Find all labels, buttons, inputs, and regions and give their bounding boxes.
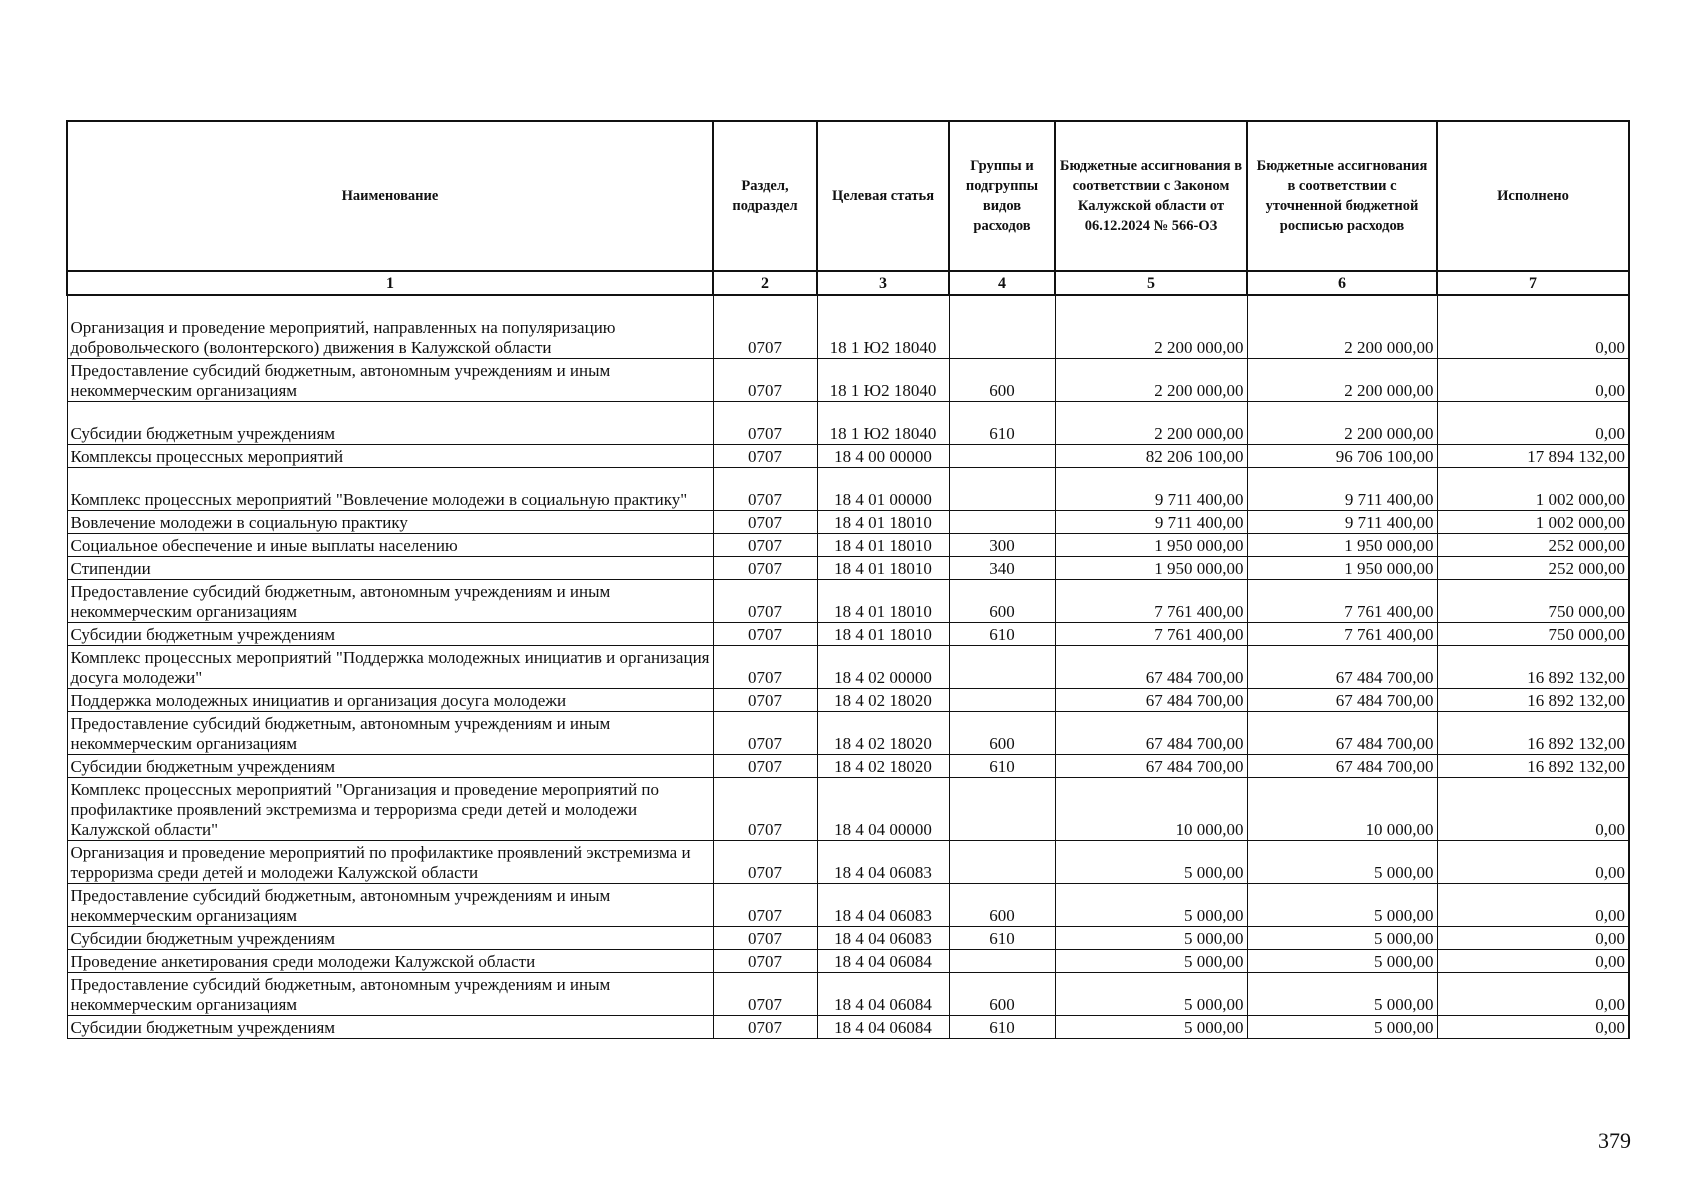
row-refined-allocation: 5 000,00 bbox=[1247, 950, 1437, 973]
row-law-allocation: 67 484 700,00 bbox=[1055, 689, 1247, 712]
row-refined-allocation: 67 484 700,00 bbox=[1247, 755, 1437, 778]
table-row bbox=[67, 359, 1629, 402]
column-number: 6 bbox=[1247, 271, 1437, 295]
row-target-article: 18 4 04 06083 bbox=[817, 884, 949, 927]
row-law-allocation: 2 200 000,00 bbox=[1055, 295, 1247, 359]
row-name: Субсидии бюджетным учреждениям bbox=[67, 1016, 713, 1039]
row-name: Проведение анкетирования среди молодежи Калужской области bbox=[67, 950, 713, 973]
row-expense-group bbox=[949, 778, 1055, 841]
table-body bbox=[67, 271, 1629, 1039]
row-executed: 0,00 bbox=[1437, 1016, 1629, 1039]
row-target-article: 18 4 02 18020 bbox=[817, 689, 949, 712]
table-row bbox=[67, 778, 1629, 841]
table-row bbox=[67, 927, 1629, 950]
row-section: 0707 bbox=[713, 950, 817, 973]
row-executed: 0,00 bbox=[1437, 927, 1629, 950]
row-target-article: 18 4 01 18010 bbox=[817, 623, 949, 646]
row-executed: 0,00 bbox=[1437, 778, 1629, 841]
row-section: 0707 bbox=[713, 841, 817, 884]
row-law-allocation: 2 200 000,00 bbox=[1055, 402, 1247, 445]
header-executed: Исполнено bbox=[1437, 121, 1629, 271]
row-expense-group: 610 bbox=[949, 623, 1055, 646]
row-name: Стипендии bbox=[67, 557, 713, 580]
table-row bbox=[67, 973, 1629, 1016]
header-name: Наименование bbox=[67, 121, 713, 271]
row-law-allocation: 7 761 400,00 bbox=[1055, 580, 1247, 623]
row-law-allocation: 10 000,00 bbox=[1055, 778, 1247, 841]
table-row bbox=[67, 712, 1629, 755]
table-row bbox=[67, 646, 1629, 689]
row-executed: 0,00 bbox=[1437, 402, 1629, 445]
column-number-row bbox=[67, 271, 1629, 295]
row-name: Субсидии бюджетным учреждениям bbox=[67, 623, 713, 646]
row-expense-group bbox=[949, 646, 1055, 689]
row-law-allocation: 5 000,00 bbox=[1055, 927, 1247, 950]
row-law-allocation: 5 000,00 bbox=[1055, 884, 1247, 927]
row-executed: 0,00 bbox=[1437, 973, 1629, 1016]
row-target-article: 18 4 00 00000 bbox=[817, 445, 949, 468]
row-name: Комплекс процессных мероприятий "Поддержка молодежных инициатив и организация досуга молодежи" bbox=[67, 646, 713, 689]
row-expense-group: 300 bbox=[949, 534, 1055, 557]
row-expense-group: 610 bbox=[949, 402, 1055, 445]
row-expense-group: 610 bbox=[949, 755, 1055, 778]
row-name: Организация и проведение мероприятий, направленных на популяризацию добровольческого (волонтерского) движения в Калужской области bbox=[67, 295, 713, 359]
row-section: 0707 bbox=[713, 973, 817, 1016]
table-row bbox=[67, 511, 1629, 534]
row-executed: 17 894 132,00 bbox=[1437, 445, 1629, 468]
row-executed: 1 002 000,00 bbox=[1437, 468, 1629, 511]
table-row bbox=[67, 580, 1629, 623]
row-expense-group: 600 bbox=[949, 884, 1055, 927]
row-expense-group bbox=[949, 511, 1055, 534]
column-number: 3 bbox=[817, 271, 949, 295]
column-number: 5 bbox=[1055, 271, 1247, 295]
row-refined-allocation: 5 000,00 bbox=[1247, 1016, 1437, 1039]
row-expense-group: 610 bbox=[949, 1016, 1055, 1039]
row-expense-group: 600 bbox=[949, 712, 1055, 755]
row-law-allocation: 1 950 000,00 bbox=[1055, 557, 1247, 580]
row-executed: 252 000,00 bbox=[1437, 534, 1629, 557]
table-row bbox=[67, 445, 1629, 468]
table-row bbox=[67, 557, 1629, 580]
row-name: Субсидии бюджетным учреждениям bbox=[67, 755, 713, 778]
row-name: Организация и проведение мероприятий по профилактике проявлений экстремизма и терроризма среди детей и молодежи Калужской области bbox=[67, 841, 713, 884]
row-section: 0707 bbox=[713, 534, 817, 557]
row-section: 0707 bbox=[713, 445, 817, 468]
row-section: 0707 bbox=[713, 359, 817, 402]
row-name: Предоставление субсидий бюджетным, автономным учреждениям и иным некоммерческим организациям bbox=[67, 359, 713, 402]
row-section: 0707 bbox=[713, 1016, 817, 1039]
row-executed: 0,00 bbox=[1437, 359, 1629, 402]
row-section: 0707 bbox=[713, 511, 817, 534]
row-name: Предоставление субсидий бюджетным, автономным учреждениям и иным некоммерческим организациям bbox=[67, 580, 713, 623]
row-name: Предоставление субсидий бюджетным, автономным учреждениям и иным некоммерческим организациям bbox=[67, 712, 713, 755]
row-section: 0707 bbox=[713, 402, 817, 445]
table-row bbox=[67, 950, 1629, 973]
row-section: 0707 bbox=[713, 712, 817, 755]
column-number: 4 bbox=[949, 271, 1055, 295]
table-row bbox=[67, 623, 1629, 646]
row-target-article: 18 4 04 06084 bbox=[817, 1016, 949, 1039]
row-refined-allocation: 2 200 000,00 bbox=[1247, 402, 1437, 445]
row-target-article: 18 4 02 18020 bbox=[817, 755, 949, 778]
row-law-allocation: 5 000,00 bbox=[1055, 950, 1247, 973]
row-executed: 0,00 bbox=[1437, 884, 1629, 927]
row-target-article: 18 4 01 18010 bbox=[817, 534, 949, 557]
table-row bbox=[67, 468, 1629, 511]
row-expense-group: 600 bbox=[949, 580, 1055, 623]
row-section: 0707 bbox=[713, 295, 817, 359]
row-name: Поддержка молодежных инициатив и организация досуга молодежи bbox=[67, 689, 713, 712]
row-section: 0707 bbox=[713, 778, 817, 841]
row-name: Комплексы процессных мероприятий bbox=[67, 445, 713, 468]
row-refined-allocation: 5 000,00 bbox=[1247, 973, 1437, 1016]
table-row bbox=[67, 755, 1629, 778]
row-refined-allocation: 7 761 400,00 bbox=[1247, 623, 1437, 646]
table-row bbox=[67, 884, 1629, 927]
row-expense-group: 600 bbox=[949, 359, 1055, 402]
row-section: 0707 bbox=[713, 689, 817, 712]
row-expense-group bbox=[949, 295, 1055, 359]
row-name: Комплекс процессных мероприятий "Вовлечение молодежи в социальную практику" bbox=[67, 468, 713, 511]
row-expense-group: 610 bbox=[949, 927, 1055, 950]
table-row bbox=[67, 1016, 1629, 1039]
row-section: 0707 bbox=[713, 623, 817, 646]
table-row bbox=[67, 689, 1629, 712]
budget-table bbox=[66, 120, 1630, 1039]
row-refined-allocation: 96 706 100,00 bbox=[1247, 445, 1437, 468]
row-executed: 0,00 bbox=[1437, 950, 1629, 973]
row-law-allocation: 67 484 700,00 bbox=[1055, 712, 1247, 755]
row-expense-group: 340 bbox=[949, 557, 1055, 580]
row-refined-allocation: 9 711 400,00 bbox=[1247, 511, 1437, 534]
table-header bbox=[67, 121, 1629, 271]
row-target-article: 18 4 01 18010 bbox=[817, 580, 949, 623]
row-refined-allocation: 1 950 000,00 bbox=[1247, 534, 1437, 557]
row-executed: 750 000,00 bbox=[1437, 580, 1629, 623]
row-name: Социальное обеспечение и иные выплаты населению bbox=[67, 534, 713, 557]
row-target-article: 18 4 02 00000 bbox=[817, 646, 949, 689]
column-number: 1 bbox=[67, 271, 713, 295]
row-name: Субсидии бюджетным учреждениям bbox=[67, 402, 713, 445]
row-law-allocation: 1 950 000,00 bbox=[1055, 534, 1247, 557]
row-executed: 1 002 000,00 bbox=[1437, 511, 1629, 534]
budget-table-sheet bbox=[66, 120, 1628, 1100]
row-target-article: 18 4 04 06083 bbox=[817, 927, 949, 950]
table-row bbox=[67, 402, 1629, 445]
row-name: Вовлечение молодежи в социальную практику bbox=[67, 511, 713, 534]
row-target-article: 18 4 01 18010 bbox=[817, 511, 949, 534]
row-executed: 750 000,00 bbox=[1437, 623, 1629, 646]
row-section: 0707 bbox=[713, 468, 817, 511]
row-refined-allocation: 1 950 000,00 bbox=[1247, 557, 1437, 580]
row-target-article: 18 4 04 00000 bbox=[817, 778, 949, 841]
row-section: 0707 bbox=[713, 884, 817, 927]
row-law-allocation: 5 000,00 bbox=[1055, 841, 1247, 884]
column-number: 7 bbox=[1437, 271, 1629, 295]
row-executed: 16 892 132,00 bbox=[1437, 712, 1629, 755]
row-target-article: 18 4 02 18020 bbox=[817, 712, 949, 755]
row-executed: 0,00 bbox=[1437, 295, 1629, 359]
row-executed: 16 892 132,00 bbox=[1437, 646, 1629, 689]
row-name: Предоставление субсидий бюджетным, автономным учреждениям и иным некоммерческим организациям bbox=[67, 884, 713, 927]
row-expense-group bbox=[949, 468, 1055, 511]
row-target-article: 18 4 04 06084 bbox=[817, 973, 949, 1016]
row-law-allocation: 5 000,00 bbox=[1055, 1016, 1247, 1039]
row-executed: 16 892 132,00 bbox=[1437, 755, 1629, 778]
row-refined-allocation: 67 484 700,00 bbox=[1247, 689, 1437, 712]
row-refined-allocation: 67 484 700,00 bbox=[1247, 712, 1437, 755]
row-section: 0707 bbox=[713, 755, 817, 778]
row-refined-allocation: 2 200 000,00 bbox=[1247, 295, 1437, 359]
row-law-allocation: 9 711 400,00 bbox=[1055, 468, 1247, 511]
table-row bbox=[67, 841, 1629, 884]
row-target-article: 18 1 Ю2 18040 bbox=[817, 402, 949, 445]
page-number: 379 bbox=[1598, 1128, 1631, 1153]
table-row bbox=[67, 295, 1629, 359]
row-target-article: 18 1 Ю2 18040 bbox=[817, 359, 949, 402]
row-refined-allocation: 5 000,00 bbox=[1247, 841, 1437, 884]
header-expense-groups: Группы и подгруппы видов расходов bbox=[949, 121, 1055, 271]
row-law-allocation: 82 206 100,00 bbox=[1055, 445, 1247, 468]
row-name: Комплекс процессных мероприятий "Организация и проведение мероприятий по профилактике проявлений экстремизма и терроризма среди детей и молодежи Калужской области" bbox=[67, 778, 713, 841]
row-section: 0707 bbox=[713, 580, 817, 623]
row-law-allocation: 2 200 000,00 bbox=[1055, 359, 1247, 402]
row-section: 0707 bbox=[713, 646, 817, 689]
header-target-article: Целевая статья bbox=[817, 121, 949, 271]
row-target-article: 18 4 01 00000 bbox=[817, 468, 949, 511]
row-section: 0707 bbox=[713, 557, 817, 580]
row-expense-group bbox=[949, 689, 1055, 712]
row-target-article: 18 1 Ю2 18040 bbox=[817, 295, 949, 359]
row-name: Предоставление субсидий бюджетным, автономным учреждениям и иным некоммерческим организациям bbox=[67, 973, 713, 1016]
row-executed: 0,00 bbox=[1437, 841, 1629, 884]
row-name: Субсидии бюджетным учреждениям bbox=[67, 927, 713, 950]
header-refined-allocation: Бюджетные ассигнования в соответствии с уточненной бюджетной росписью расходов bbox=[1247, 121, 1437, 271]
row-target-article: 18 4 04 06083 bbox=[817, 841, 949, 884]
row-law-allocation: 67 484 700,00 bbox=[1055, 646, 1247, 689]
row-refined-allocation: 10 000,00 bbox=[1247, 778, 1437, 841]
row-expense-group bbox=[949, 950, 1055, 973]
row-executed: 252 000,00 bbox=[1437, 557, 1629, 580]
row-executed: 16 892 132,00 bbox=[1437, 689, 1629, 712]
row-refined-allocation: 5 000,00 bbox=[1247, 884, 1437, 927]
table-row bbox=[67, 534, 1629, 557]
row-refined-allocation: 9 711 400,00 bbox=[1247, 468, 1437, 511]
row-target-article: 18 4 01 18010 bbox=[817, 557, 949, 580]
header-section: Раздел, подраздел bbox=[713, 121, 817, 271]
column-number: 2 bbox=[713, 271, 817, 295]
header-law-allocation: Бюджетные ассигнования в соответствии с Законом Калужской области от 06.12.2024 № 566-ОЗ bbox=[1055, 121, 1247, 271]
row-target-article: 18 4 04 06084 bbox=[817, 950, 949, 973]
row-law-allocation: 7 761 400,00 bbox=[1055, 623, 1247, 646]
row-refined-allocation: 67 484 700,00 bbox=[1247, 646, 1437, 689]
row-refined-allocation: 2 200 000,00 bbox=[1247, 359, 1437, 402]
row-law-allocation: 5 000,00 bbox=[1055, 973, 1247, 1016]
row-expense-group bbox=[949, 841, 1055, 884]
row-refined-allocation: 7 761 400,00 bbox=[1247, 580, 1437, 623]
row-section: 0707 bbox=[713, 927, 817, 950]
row-law-allocation: 9 711 400,00 bbox=[1055, 511, 1247, 534]
row-expense-group: 600 bbox=[949, 973, 1055, 1016]
row-refined-allocation: 5 000,00 bbox=[1247, 927, 1437, 950]
row-law-allocation: 67 484 700,00 bbox=[1055, 755, 1247, 778]
row-expense-group bbox=[949, 445, 1055, 468]
